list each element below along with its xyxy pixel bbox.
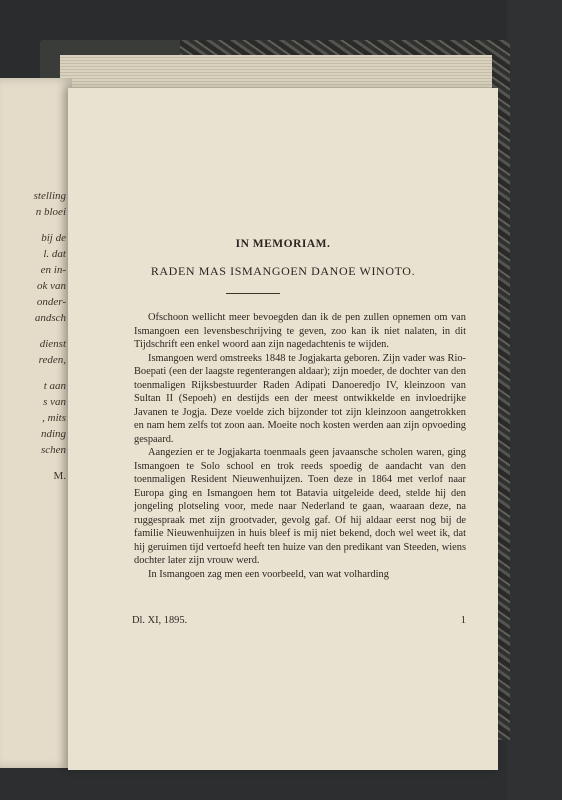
page-title: RADEN MAS ISMANGOEN DANOE WINOTO. bbox=[150, 264, 416, 278]
left-page-fragment: nding bbox=[40, 428, 66, 440]
left-page-fragment: n bloei bbox=[35, 206, 66, 218]
left-page-fragment: t aan bbox=[43, 380, 66, 392]
left-page-fragment: dienst bbox=[39, 338, 66, 350]
left-page-fragment: andsch bbox=[34, 312, 66, 324]
paragraph: Aangezien er te Jogjakarta toenmaals geen javaansche scholen waren, ging Ismangoen te Solo school en trok reeds spoedig de aandacht van den toenmaligen Resident Nieuwenhuijzen. Toen deze in 1864 met verlof naar Europa ging en Ismangoen hem tot Batavia uitgeleide deed, stelde hij den jongeling plotseling voor, mede naar Nederland te gaan, waaraan deze, na ruggespraak met zijn grootvader, gevolg gaf. Of hij aldaar eerst nog bij de familie Nieuwenhuijzen in huis bleef is mij niet bekend, doch wel weet ik, dat hij geruimen tijd vertoefd heeft ten huize van den predikant van Steeden, wiens dochter later zijn vrouw werd. bbox=[134, 447, 466, 566]
paragraph: Ofschoon wellicht meer bevoegden dan ik de pen zullen opnemen om van Ismangoen een levensbeschrijving te geven, zoo kan ik niet nalaten, in dit Tijdschrift een enkel woord aan zijn nagedachtenis te wijden. bbox=[134, 312, 466, 350]
left-page-fragment: onder- bbox=[36, 296, 66, 308]
paragraph: Ismangoen werd omstreeks 1848 te Jogjakarta geboren. Zijn vader was Rio-Boepati (een der laagste regenterangen aldaar); zijn moeder, de dochter van den toenmaligen Rijksbestuurder Raden Adipati Danoeredjo IV, kleinzoon van Sultan II (Sepoeh) en destijds een der meest ontwikkelde en invloedrijke Javanen te Jogja. Deze voelde zich bijzonder tot zijn kleinzoon aangetrokken en nam hem zelfs tot zoon aan. Moeite noch kosten werden aan zijn opvoeding gespaard. bbox=[134, 352, 466, 445]
left-page-fragment: s van bbox=[43, 396, 66, 408]
left-page-fragment: l. dat bbox=[43, 248, 66, 260]
left-page-fragment: reden, bbox=[38, 354, 66, 366]
background-right bbox=[507, 0, 562, 800]
left-page-fragment: , mits bbox=[42, 412, 66, 424]
title-divider bbox=[226, 293, 280, 294]
page-footer bbox=[132, 615, 466, 626]
left-page-fragment: M. bbox=[53, 470, 66, 482]
left-page-fragment: ok van bbox=[36, 280, 66, 292]
left-page-fragment: bij de bbox=[41, 232, 66, 244]
article-body bbox=[134, 311, 466, 581]
page-number: 1 bbox=[460, 615, 466, 626]
volume-info: Dl. XI, 1895. bbox=[132, 615, 188, 626]
right-page bbox=[68, 88, 498, 770]
left-page-fragment: en in- bbox=[40, 264, 66, 276]
page-heading: IN MEMORIAM. bbox=[235, 238, 331, 250]
left-page bbox=[0, 78, 72, 768]
left-page-fragment: stelling bbox=[33, 190, 66, 202]
left-page-fragment: schen bbox=[40, 444, 66, 456]
paragraph: In Ismangoen zag men een voorbeeld, van wat volharding bbox=[148, 568, 389, 580]
